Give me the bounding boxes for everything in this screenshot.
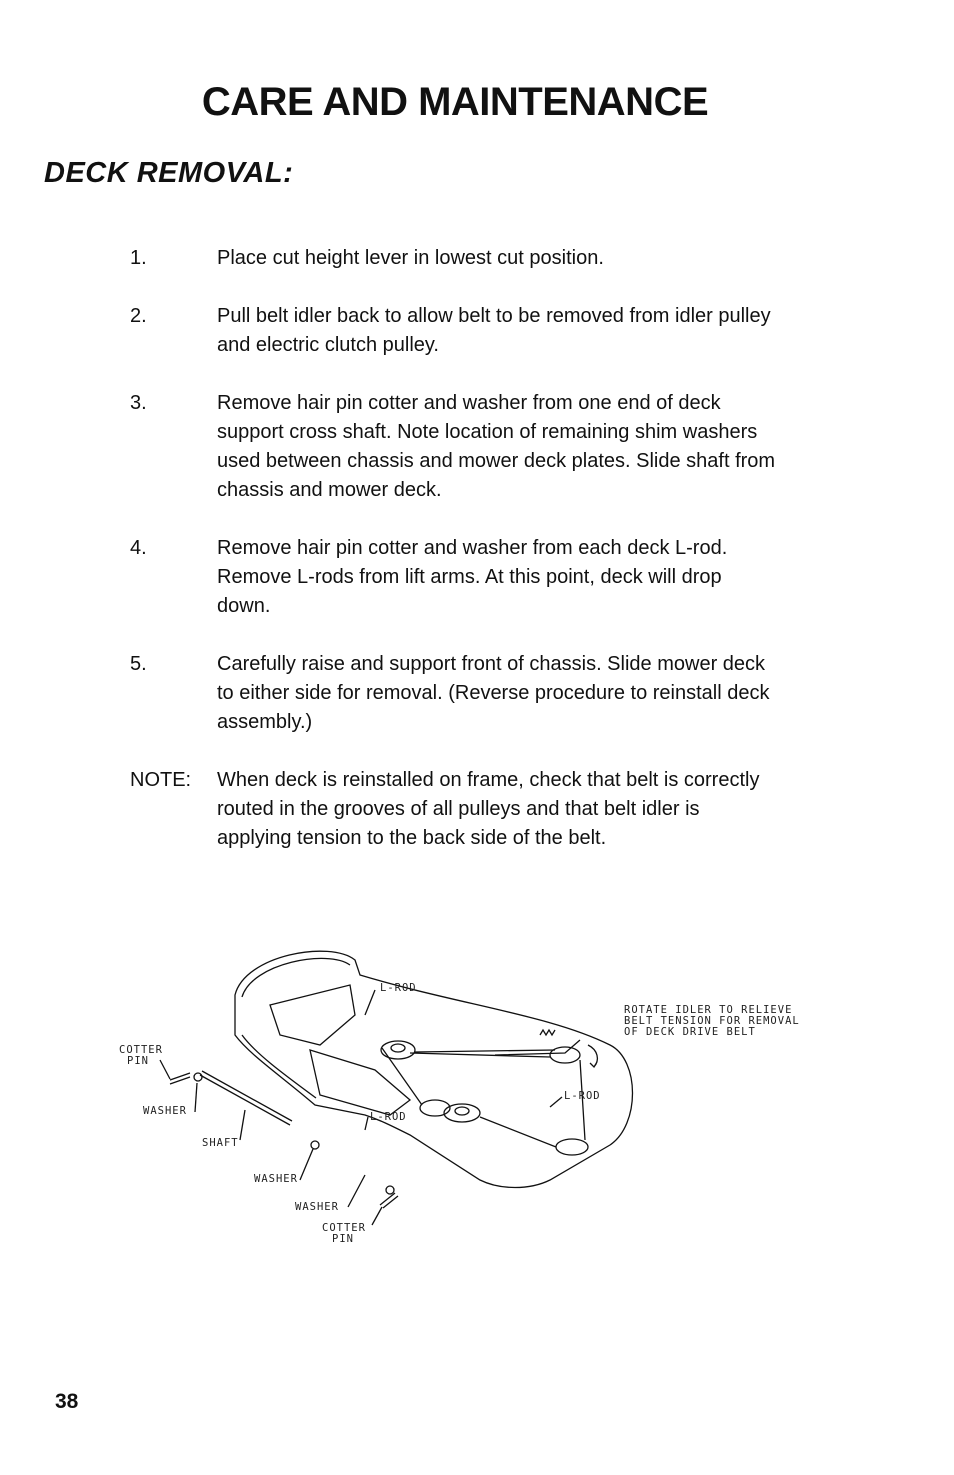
step-number: 2. xyxy=(130,305,147,327)
callout-cotter-pin-bottom-line1: COTTER xyxy=(322,1222,366,1234)
step-text: Remove hair pin cotter and washer from one end of deck support cross shaft. Note location of remaining shim washers used between chassis and mower deck plates. Slide shaft from chassis and mower deck. xyxy=(217,392,776,501)
callout-rotate-idler-line3: OF DECK DRIVE BELT xyxy=(624,1026,756,1038)
cross-shaft xyxy=(200,1075,290,1125)
deck-top-plate xyxy=(270,985,355,1045)
page-number: 38 xyxy=(55,1390,79,1413)
callout-l-rod-right: L-ROD xyxy=(564,1090,601,1102)
callout-washer-mid: WASHER xyxy=(254,1173,298,1185)
leader-l-rod-mid xyxy=(365,1117,368,1130)
step-number: 5. xyxy=(130,653,147,675)
step-text: Pull belt idler back to allow belt to be removed from idler pulley and electric clutch pulley. xyxy=(217,305,771,356)
note-item xyxy=(130,766,790,853)
section-heading: DECK REMOVAL: xyxy=(44,157,294,189)
deck-housing xyxy=(235,951,633,1187)
washer-low-ring xyxy=(386,1186,394,1194)
step-text: Carefully raise and support front of chassis. Slide mower deck to either side for removal. (Reverse procedure to reinstall deck assembly.) xyxy=(217,653,770,733)
step-text: Remove hair pin cotter and washer from each deck L-rod. Remove L-rods from lift arms. At this point, deck will drop down. xyxy=(217,537,728,617)
cotter-pin-bottom-shape xyxy=(380,1193,398,1208)
leader-l-rod-top xyxy=(365,990,375,1015)
step-number: 3. xyxy=(130,392,147,414)
callout-l-rod-mid: L-ROD xyxy=(370,1111,407,1123)
deck-diagram-drawing xyxy=(110,935,830,1255)
callout-cotter-pin-bottom-line2: PIN xyxy=(332,1233,354,1245)
step-item xyxy=(130,650,790,737)
step-text: Place cut height lever in lowest cut position. xyxy=(217,247,604,269)
note-label: NOTE: xyxy=(130,769,192,791)
leader-shaft xyxy=(240,1110,245,1140)
cotter-pin-left-shape xyxy=(170,1073,190,1084)
step-number: 1. xyxy=(130,247,147,269)
callout-rotate-idler-line2: BELT TENSION FOR REMOVAL xyxy=(624,1015,800,1027)
step-item xyxy=(130,534,790,621)
callout-rotate-idler-line1: ROTATE IDLER TO RELIEVE xyxy=(624,1004,793,1016)
leader-washer-low xyxy=(348,1175,365,1207)
step-item xyxy=(130,302,790,360)
deck-bracket xyxy=(310,1050,410,1115)
pulley-left-hub xyxy=(391,1044,405,1052)
leader-washer-mid xyxy=(300,1149,313,1180)
rotate-arrow xyxy=(588,1045,597,1067)
steps-list xyxy=(130,244,790,882)
pulley-center-b-hub xyxy=(455,1107,469,1115)
pulley-right xyxy=(556,1139,588,1155)
washer-mid-ring xyxy=(311,1141,319,1149)
cross-shaft-edge xyxy=(202,1071,292,1121)
callout-washer-left: WASHER xyxy=(143,1105,187,1117)
callout-shaft: SHAFT xyxy=(202,1137,239,1149)
step-item xyxy=(130,244,790,273)
drive-belt xyxy=(382,1048,585,1147)
callout-washer-low: WASHER xyxy=(295,1201,339,1213)
step-item xyxy=(130,389,790,505)
step-number: 4. xyxy=(130,537,147,559)
callout-cotter-pin-left-line2: PIN xyxy=(127,1055,149,1067)
deck-diagram xyxy=(110,935,830,1255)
spring xyxy=(540,1030,555,1035)
pulley-center-a xyxy=(420,1100,450,1116)
leader-washer-left xyxy=(195,1083,197,1112)
note-text: When deck is reinstalled on frame, check that belt is correctly routed in the grooves of all pulleys and that belt idler is applying tension to the back side of the belt. xyxy=(217,769,760,849)
leader-cotter-left xyxy=(160,1060,170,1079)
washer-left-ring xyxy=(194,1073,202,1081)
callout-cotter-pin-left-line1: COTTER xyxy=(119,1044,163,1056)
leader-cotter-bottom xyxy=(372,1207,382,1225)
page-title: CARE AND MAINTENANCE xyxy=(201,80,709,124)
deck-rim xyxy=(242,958,350,1098)
callout-l-rod-top: L-ROD xyxy=(380,982,417,994)
leader-l-rod-right xyxy=(550,1097,562,1107)
